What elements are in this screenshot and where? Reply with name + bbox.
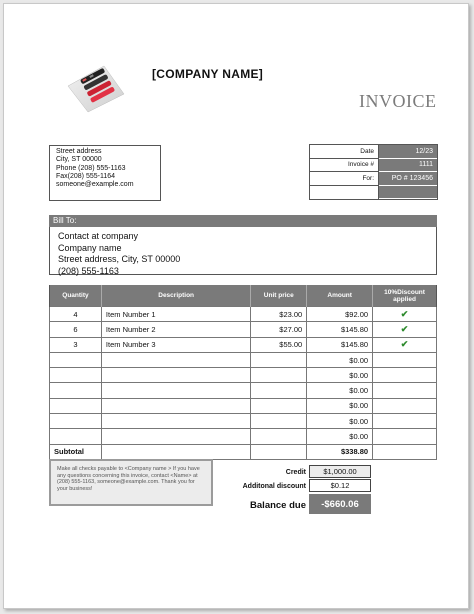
subtotal-empty-cell — [251, 444, 307, 459]
unit-price-cell — [251, 429, 307, 444]
quantity-cell — [50, 383, 102, 398]
table-row — [50, 352, 437, 367]
amount-cell: $145.80 — [307, 337, 373, 352]
discount-cell — [373, 383, 437, 398]
col-header-unit-price: Unit price — [251, 285, 307, 307]
description-cell — [101, 383, 250, 398]
table-header-row — [50, 285, 437, 307]
discount-cell — [373, 398, 437, 413]
col-header-discount: 10%Discount applied — [373, 285, 437, 307]
amount-cell: $92.00 — [307, 307, 373, 322]
subtotal-value: $338.80 — [307, 444, 373, 459]
invoice-page — [3, 3, 469, 609]
description-cell: Item Number 1 — [101, 307, 250, 322]
description-cell: Item Number 3 — [101, 337, 250, 352]
unit-price-cell — [251, 398, 307, 413]
for-label: For: — [310, 172, 379, 186]
unit-price-cell — [251, 352, 307, 367]
calculator-icon — [66, 64, 126, 114]
quantity-cell: 4 — [50, 307, 102, 322]
date-value: 12/23 — [379, 145, 438, 158]
credit-label: Credit — [285, 469, 306, 476]
description-cell — [101, 398, 250, 413]
amount-cell: $0.00 — [307, 368, 373, 383]
address-line: someone@example.com — [56, 181, 134, 189]
invoice-number-label: Invoice # — [310, 158, 379, 172]
table-row — [50, 398, 437, 413]
invoice-number-value: 1111 — [379, 158, 438, 172]
for-value: PO # 123456 — [379, 172, 438, 186]
description-cell — [101, 368, 250, 383]
quantity-cell — [50, 368, 102, 383]
discount-cell — [373, 337, 437, 352]
sender-address — [49, 145, 161, 201]
address-line: City, ST 00000 — [56, 156, 102, 164]
amount-cell: $0.00 — [307, 429, 373, 444]
description-cell — [101, 352, 250, 367]
bill-to-line: Contact at company — [58, 231, 139, 241]
bill-to-line: (208) 555-1163 — [58, 265, 119, 276]
quantity-cell — [50, 414, 102, 429]
balance-due-value: -$660.06 — [309, 494, 371, 514]
checkmark-icon: ✔ — [400, 323, 409, 334]
discount-cell — [373, 414, 437, 429]
unit-price-cell: $55.00 — [251, 337, 307, 352]
subtotal-empty-cell — [373, 444, 437, 459]
col-header-quantity: Quantity — [50, 285, 102, 307]
payment-note: Make all checks payable to <Company name > If you have any questions concerning this invoice, contact <Name> at (208) 555-1163, someone@example.com. Thank you for your business! — [49, 459, 213, 506]
table-row — [50, 337, 437, 352]
meta-empty-value — [379, 185, 438, 199]
discount-cell — [373, 429, 437, 444]
subtotal-empty-cell — [101, 444, 250, 459]
invoice-meta-box — [309, 144, 438, 200]
quantity-cell: 3 — [50, 337, 102, 352]
description-cell — [101, 414, 250, 429]
discount-cell — [373, 322, 437, 337]
amount-cell: $0.00 — [307, 352, 373, 367]
quantity-cell — [50, 429, 102, 444]
bill-to-header: Bill To: — [49, 215, 437, 227]
line-items-table — [49, 285, 437, 460]
checkmark-icon: ✔ — [400, 339, 409, 350]
subtotal-label: Subtotal — [50, 444, 102, 459]
balance-due-label: Balance due — [250, 500, 306, 511]
invoice-title: INVOICE — [359, 91, 437, 111]
table-row — [50, 414, 437, 429]
additional-discount-value: $0.12 — [309, 479, 371, 492]
unit-price-cell — [251, 414, 307, 429]
address-line: Phone (208) 555-1163 — [56, 164, 126, 172]
unit-price-cell: $23.00 — [251, 307, 307, 322]
unit-price-cell — [251, 368, 307, 383]
discount-cell — [373, 307, 437, 322]
amount-cell: $0.00 — [307, 414, 373, 429]
checkmark-icon: ✔ — [400, 308, 409, 319]
amount-cell: $0.00 — [307, 398, 373, 413]
date-label: Date — [310, 145, 379, 158]
quantity-cell — [50, 352, 102, 367]
address-line: Fax(208) 555-1164 — [56, 172, 116, 180]
address-line: Street address — [56, 148, 102, 155]
bill-to-line: Street address, City, ST 00000 — [58, 254, 181, 264]
description-cell — [101, 429, 250, 444]
unit-price-cell — [251, 383, 307, 398]
subtotal-row — [50, 444, 437, 459]
discount-cell — [373, 352, 437, 367]
table-row — [50, 383, 437, 398]
bill-to-line: Company name — [58, 242, 122, 253]
quantity-cell: 6 — [50, 322, 102, 337]
meta-empty-cell — [310, 185, 379, 199]
quantity-cell — [50, 398, 102, 413]
bill-to-box — [49, 227, 437, 275]
amount-cell: $145.80 — [307, 322, 373, 337]
table-row — [50, 322, 437, 337]
col-header-amount: Amount — [307, 285, 373, 307]
unit-price-cell: $27.00 — [251, 322, 307, 337]
credit-value: $1,000.00 — [309, 465, 371, 478]
table-row — [50, 307, 437, 322]
table-row — [50, 429, 437, 444]
discount-cell — [373, 368, 437, 383]
col-header-description: Description — [101, 285, 250, 307]
description-cell: Item Number 2 — [101, 322, 250, 337]
amount-cell: $0.00 — [307, 383, 373, 398]
additional-discount-label: Additonal discount — [242, 483, 306, 490]
company-name: [COMPANY NAME] — [152, 67, 264, 81]
table-row — [50, 368, 437, 383]
